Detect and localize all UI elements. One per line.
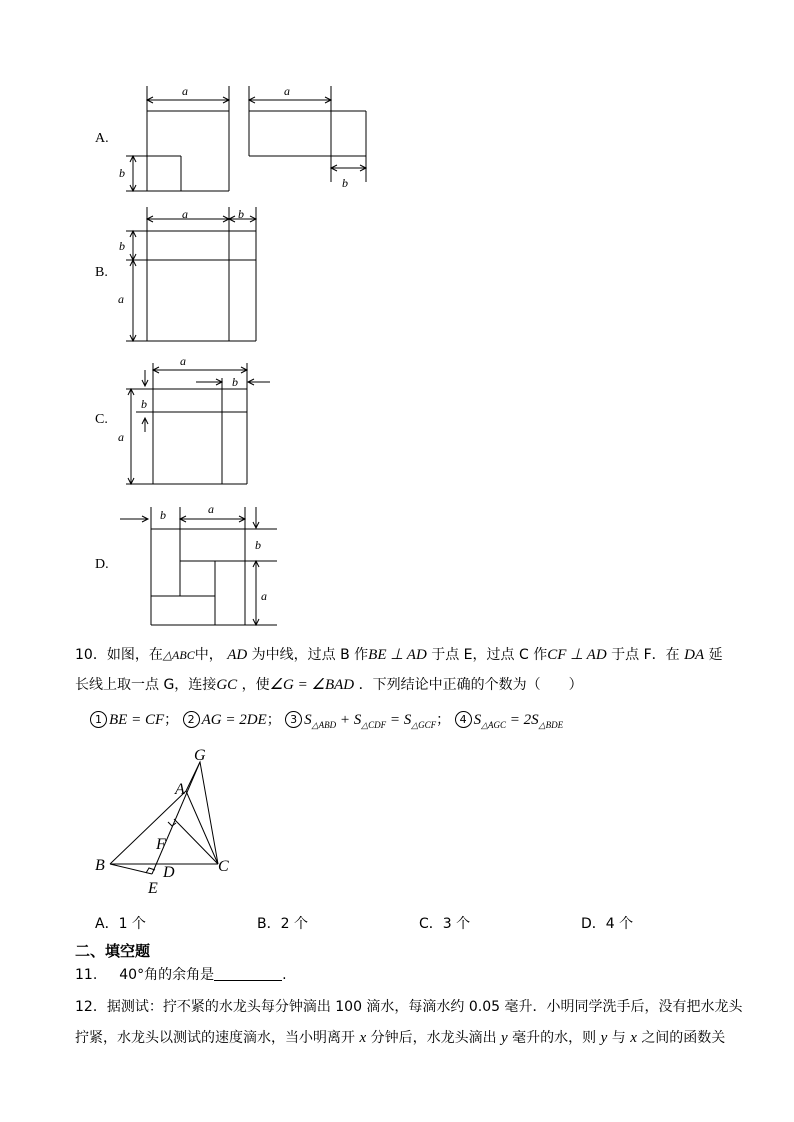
q10-be-perp-ad: BE ⊥ AD: [368, 647, 427, 663]
q10-triangle-abc: △ABC: [162, 648, 195, 662]
option-b-b-left: b: [119, 239, 125, 253]
q11-number: 11.: [75, 967, 98, 983]
triangle-agc: [186, 762, 218, 864]
segment-eg: [152, 762, 200, 874]
separator: ；: [164, 712, 179, 728]
point-a-label: A: [175, 781, 185, 798]
section-title-fill-in: 二、填空题: [75, 942, 151, 960]
conclusion-3-number: 3: [285, 711, 302, 728]
q12-var-x: x: [630, 1030, 637, 1046]
q10-text: 中，: [194, 647, 223, 663]
right-angle-f: [168, 822, 176, 826]
q12-text: 分钟后，水龙头滴出: [370, 1030, 497, 1046]
conclusion-4: $S_{\triangle AGC} = 2S_{\triangle BDE}$: [473, 712, 564, 730]
option-d-b-top: b: [160, 508, 166, 522]
q10-da: DA: [684, 647, 705, 663]
q12-var-y: y: [600, 1030, 608, 1046]
option-d-label: D.: [95, 557, 109, 572]
option-c-b-left: b: [141, 397, 147, 411]
option-d-a-right: a: [261, 589, 267, 603]
option-b-a-top: a: [182, 207, 188, 221]
q11: [75, 965, 287, 985]
option-c-label: C.: [95, 412, 108, 427]
point-e-label: E: [148, 880, 158, 897]
q12-var-y: y: [501, 1030, 508, 1046]
q10-ad: AD: [227, 647, 248, 663]
conclusion-2-number: 2: [183, 711, 200, 728]
option-b-b-top: b: [238, 207, 244, 221]
q10-text: 延: [708, 647, 723, 663]
q10-angle-equality: ∠G = ∠BAD: [269, 677, 355, 693]
q10-text: 长线上取一点 G，连接: [75, 677, 217, 693]
q12-var-x: x: [359, 1030, 367, 1046]
conclusion-2: AG = 2DE: [201, 712, 267, 728]
q12-text: 拧紧，水龙头以测试的速度滴水，当小明离开: [75, 1030, 355, 1046]
conclusion-1-number: 1: [90, 711, 107, 728]
segment-be: [110, 864, 152, 874]
option-d-b-right: b: [255, 538, 261, 552]
q12-text: 与: [611, 1030, 626, 1046]
option-a-a-label-2: a: [284, 84, 290, 98]
q11-text: 40°角的余角是: [119, 967, 215, 983]
point-g-label: G: [194, 747, 206, 764]
q12-line-1: 12．据测试：拧不紧的水龙头每分钟滴出 100 滴水，每滴水约 0.05 毫升．小明同学洗手后，没有把水龙头: [75, 999, 743, 1015]
point-b-label: B: [95, 857, 105, 874]
q12-text: 毫升的水，则: [512, 1030, 597, 1046]
segment-ab: [110, 791, 186, 864]
separator: ；: [266, 712, 281, 728]
q10-text: ，使: [241, 677, 270, 693]
point-f-label: F: [156, 836, 166, 853]
option-d-a-top: a: [208, 502, 214, 516]
q10-text: ．下列结论中正确的个数为（ ）: [358, 677, 583, 693]
q11-end: .: [282, 967, 287, 983]
conclusion-4-number: 4: [455, 711, 472, 728]
q10-cf-perp-ad: CF ⊥ AD: [547, 647, 607, 663]
q11-answer-blank[interactable]: [214, 966, 282, 981]
option-a-b-label-2: b: [342, 176, 348, 190]
q10-text: 10．如图，在: [75, 647, 163, 663]
q10-text: 为中线，过点 B 作: [251, 647, 369, 663]
point-d-label: D: [163, 864, 175, 881]
option-a-a-label-1: a: [182, 84, 188, 98]
option-b-label: B.: [95, 265, 108, 280]
q10-text: 于点 E，过点 C 作: [431, 647, 548, 663]
option-a-b-label-1: b: [119, 166, 125, 180]
q10-gc: GC: [216, 677, 238, 693]
option-b-a-left: a: [118, 292, 124, 306]
q10-choice-c[interactable]: C．3 个: [419, 916, 471, 932]
q10-choice-a[interactable]: A．1 个: [95, 916, 146, 932]
q10-text: 于点 F．在: [611, 647, 680, 663]
separator: ；: [436, 712, 451, 728]
q10-choice-d[interactable]: D．4 个: [581, 916, 634, 932]
q12-text: 之间的函数关: [641, 1030, 726, 1046]
option-a-label: A.: [95, 131, 109, 146]
option-c-b-top: b: [232, 375, 238, 389]
q10-choice-b[interactable]: B．2 个: [257, 916, 308, 932]
option-c-a-left: a: [118, 430, 124, 444]
point-c-label: C: [218, 858, 229, 875]
conclusion-1: BE = CF: [109, 712, 165, 728]
q12-line-2: [75, 1028, 725, 1048]
option-c-a-top: a: [180, 354, 186, 368]
conclusion-3: $S_{\triangle ABD} + S_{\triangle CDF} = S_{\triangle GCF}$: [304, 712, 437, 730]
